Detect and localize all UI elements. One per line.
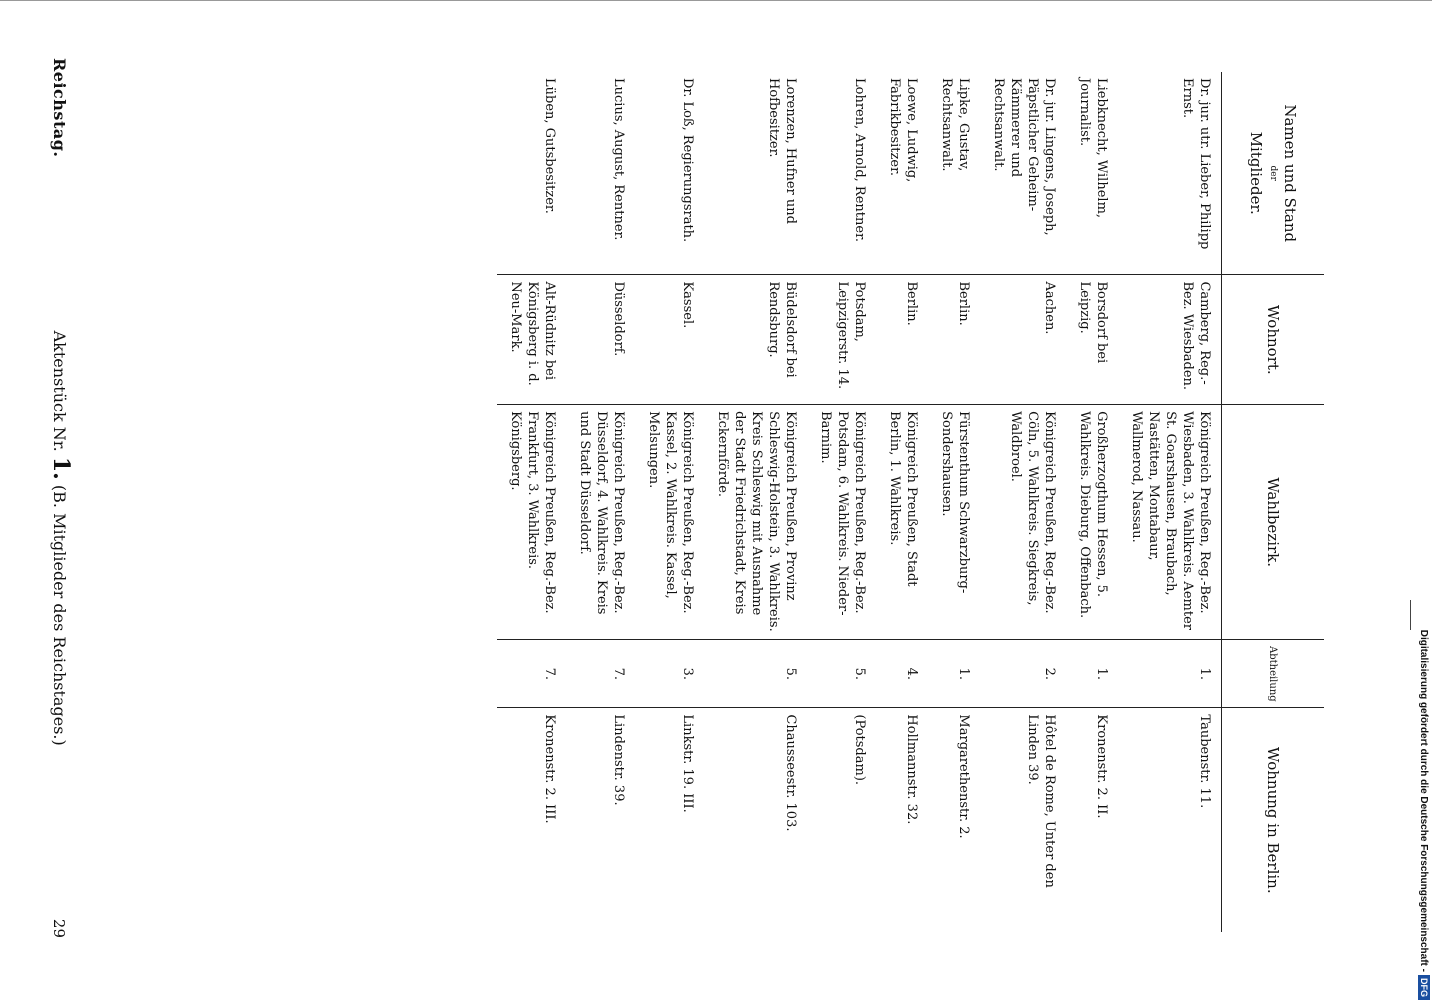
member-wohnung: Margarethenstr. 2. (928, 708, 980, 932)
table-row (704, 72, 807, 932)
dfg-logo: DFG (1418, 975, 1430, 1000)
col-header-name-small: der (1268, 165, 1279, 181)
page-edge (0, 0, 1432, 4)
col-header-bezirk: Wahlbezirk. (1222, 405, 1325, 640)
member-wohnung: (Potsdam). (807, 708, 876, 932)
table-row (635, 72, 704, 932)
member-bezirk: Königreich Preußen, Reg.-Bez. Frankfurt, 3. Wahlkreis. Königsberg. (497, 405, 566, 640)
member-name: Dr. Loß, Regierungsrath. (680, 78, 695, 243)
table-row (497, 72, 566, 932)
digitization-credit (1414, 0, 1432, 1000)
member-abt: 7. (497, 640, 566, 708)
member-wohnung: Lindenstr. 39. (566, 708, 635, 932)
member-ort: Borsdorf bei Leipzig. (1066, 275, 1118, 405)
member-ort: Camberg, Reg.-Bez. Wiesbaden. (1118, 275, 1222, 405)
member-abt: 1. (1066, 640, 1118, 708)
member-name: Dr. jur. utr. Lieber, Philipp Ernst. (1180, 78, 1212, 250)
member-name: Dr. jur. Lingens, Joseph, Päpstlicher Geheim-Kämmerer und Rechtsanwalt. (991, 78, 1057, 236)
member-ort: Berlin. (928, 275, 980, 405)
member-bezirk: Fürstenthum Schwarzburg-Sondershausen. (928, 405, 980, 640)
member-ort: Büdelsdorf bei Rendsburg. (704, 275, 807, 405)
member-abt: 5. (704, 640, 807, 708)
page-number: 29 (50, 918, 68, 938)
member-name: Loewe, Ludwig, Fabrikbesitzer. (887, 78, 919, 183)
member-bezirk: Königreich Preußen, Reg.-Bez. Cöln, 5. Wahlkreis. Siegkreis, Waldbroel. (980, 405, 1066, 640)
col-header-name-tail: Mitglieder. (1247, 131, 1266, 215)
col-header-name (1222, 72, 1325, 275)
member-bezirk: Königreich Preußen, Reg.-Bez. Potsdam, 6. Wahlkreis. Nieder-Barnim. (807, 405, 876, 640)
member-abt: 1. (928, 640, 980, 708)
table-row (1066, 72, 1118, 932)
member-bezirk: Königreich Preußen, Reg.-Bez. Wiesbaden, 3. Wahlkreis. Aemter St. Goarshausen, Braubach, Nastätten, Montabaur, Wallmerod, Nassau. (1118, 405, 1222, 640)
scan-mark (1410, 600, 1411, 630)
member-wohnung: Kronenstr. 2. III. (497, 708, 566, 932)
members-table (497, 72, 1324, 932)
member-wohnung: Linkstr. 19. III. (635, 708, 704, 932)
member-name: Lucius, August, Rentner. (611, 78, 626, 241)
member-abt: 5. (807, 640, 876, 708)
running-head-left: Reichstag. (50, 58, 69, 158)
member-wohnung: Hollmannstr. 32. (876, 708, 928, 932)
member-name: Lüben, Gutsbesitzer. (542, 78, 557, 214)
member-name: Lorenzen, Hufner und Hofbesitzer. (766, 78, 798, 224)
member-bezirk: Großherzogthum Hessen, 5. Wahlkreis. Dieburg, Offenbach. (1066, 405, 1118, 640)
member-wohnung: Chausseestr. 103. (704, 708, 807, 932)
table-header-row (1222, 72, 1325, 932)
member-name: Liebknecht, Wilhelm, Journalist. (1077, 78, 1109, 219)
table-row (876, 72, 928, 932)
member-ort: Kassel. (635, 275, 704, 405)
member-bezirk: Königreich Preußen, Reg.-Bez. Kassel, 2. Wahlkreis. Kassel, Melsungen. (635, 405, 704, 640)
member-name: Lohren, Arnold, Rentner. (852, 78, 867, 242)
table-row (566, 72, 635, 932)
document-number: 1. (48, 456, 74, 480)
table-row (1118, 72, 1222, 932)
member-ort: Potsdam, Leipzigerstr. 14. (807, 275, 876, 405)
table-row (928, 72, 980, 932)
running-head-center (48, 331, 74, 746)
member-abt: 2. (980, 640, 1066, 708)
running-head (48, 58, 74, 938)
col-header-ort: Wohnort. (1222, 275, 1325, 405)
table-row (980, 72, 1066, 932)
member-ort: Aachen. (980, 275, 1066, 405)
credit-text: Digitalisierung gefördert durch die Deutsche Forschungsgemeinschaft - (1418, 629, 1429, 972)
running-head-prefix: Aktenstück Nr. (50, 330, 69, 452)
table-row (807, 72, 876, 932)
col-header-name-main: Namen und Stand (1281, 104, 1300, 243)
running-head-suffix: (B. Mitglieder des Reichstages.) (50, 484, 69, 746)
member-abt: 3. (635, 640, 704, 708)
member-wohnung: Kronenstr. 2. II. (1066, 708, 1118, 932)
member-wohnung: Taubenstr. 11. (1118, 708, 1222, 932)
member-bezirk: Königreich Preußen, Reg.-Bez. Düsseldorf, 4. Wahlkreis. Kreis und Stadt Düsseldorf. (566, 405, 635, 640)
member-bezirk: Königreich Preußen, Stadt Berlin, 1. Wahlkreis. (876, 405, 928, 640)
col-header-abt: Abtheilung (1222, 640, 1325, 708)
member-abt: 7. (566, 640, 635, 708)
col-header-wohnung: Wohnung in Berlin. (1222, 708, 1325, 932)
member-bezirk: Königreich Preußen, Provinz Schleswig-Holstein, 3. Wahlkreis. Kreis Schleswig mit Ausnahme der Stadt Friedrichstadt, Kreis Eckernförde. (704, 405, 807, 640)
member-abt: 1. (1118, 640, 1222, 708)
member-abt: 4. (876, 640, 928, 708)
member-ort: Alt-Rüdnitz bei Königsberg i. d. Neu-Mark. (497, 275, 566, 405)
member-wohnung: Hôtel de Rome, Unter den Linden 39. (980, 708, 1066, 932)
member-ort: Berlin. (876, 275, 928, 405)
member-name: Lipke, Gustav, Rechtsanwalt. (939, 78, 971, 172)
member-ort: Düsseldorf. (566, 275, 635, 405)
